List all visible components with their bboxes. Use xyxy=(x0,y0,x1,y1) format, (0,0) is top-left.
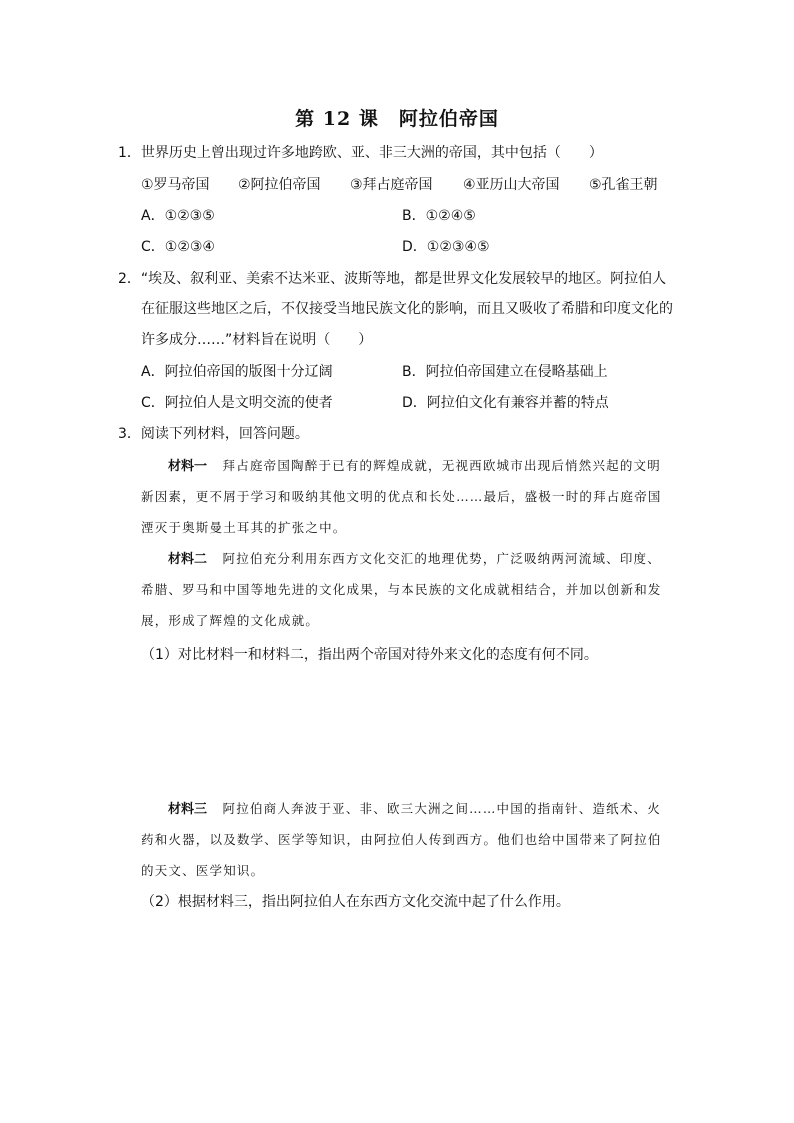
material-1-line-1: 材料一 拜占庭帝国陶醉于已有的辉煌成就，无视西欧城市出现后悄然兴起的文明 xyxy=(168,458,661,474)
q2-option-d: D．阿拉伯文化有兼容并蓄的特点 xyxy=(402,395,609,411)
material-2-line-1: 材料二 阿拉伯充分利用东西方文化交汇的地理优势，广泛吸纳两河流域、印度、 xyxy=(168,551,661,567)
material-2-line-3: 展，形成了辉煌的文化成就。 xyxy=(141,613,320,628)
q3-stem: 3．阅读下列材料，回答问题。 xyxy=(118,426,309,442)
q2-line-3: 许多成分……”材料旨在说明（ ） xyxy=(141,332,373,348)
material-2-label: 材料二 xyxy=(168,552,208,567)
q3-subquestion-1: （1）对比材料一和材料二，指出两个帝国对待外来文化的态度有何不同。 xyxy=(141,647,598,663)
material-3-line-3: 的天文、医学知识。 xyxy=(141,863,265,878)
material-3-label: 材料三 xyxy=(168,802,208,817)
q1-item-4: ④亚历山大帝国 xyxy=(463,177,560,193)
material-1-label: 材料一 xyxy=(168,459,208,474)
q1-option-c: C．①②③④ xyxy=(141,239,215,255)
material-3-line-2: 药和火器，以及数学、医学等知识，由阿拉伯人传到西方。他们也给中国带来了阿拉伯 xyxy=(141,832,662,847)
q1-item-2: ②阿拉伯帝国 xyxy=(238,177,321,193)
q2-option-a: A．阿拉伯帝国的版图十分辽阔 xyxy=(141,364,333,380)
material-1-line-2: 新因素，更不屑于学习和吸纳其他文明的优点和长处……最后，盛极一时的拜占庭帝国 xyxy=(141,489,662,504)
q1-option-b: B．①②④⑤ xyxy=(402,208,476,224)
q1-stem: 1．世界历史上曾出现过许多地跨欧、亚、非三大洲的帝国，其中包括（ ） xyxy=(118,145,603,161)
q2-line-1: 2．“埃及、叙利亚、美索不达米亚、波斯等地，都是世界文化发展较早的地区。阿拉伯人 xyxy=(118,271,667,287)
q1-option-d: D．①②③④⑤ xyxy=(402,239,490,255)
q2-option-c: C．阿拉伯人是文明交流的使者 xyxy=(141,395,333,411)
q2-line-2: 在征服这些地区之后，不仅接受当地民族文化的影响，而且又吸收了希腊和印度文化的 xyxy=(141,301,673,317)
q1-item-1: ①罗马帝国 xyxy=(141,177,210,193)
q1-item-5: ⑤孔雀王朝 xyxy=(589,177,658,193)
q2-option-b: B．阿拉伯帝国建立在侵略基础上 xyxy=(402,364,608,380)
q3-subquestion-2: （2）根据材料三，指出阿拉伯人在东西方文化交流中起了什么作用。 xyxy=(141,894,570,910)
material-2-line-2: 希腊、罗马和中国等地先进的文化成果，与本民族的文化成就相结合，并加以创新和发 xyxy=(141,582,662,597)
material-3-line-1: 材料三 阿拉伯商人奔波于亚、非、欧三大洲之间……中国的指南针、造纸术、火 xyxy=(168,801,661,817)
lesson-title: 第 12 课 阿拉伯帝国 xyxy=(295,108,499,130)
material-1-line-3: 湮灭于奥斯曼土耳其的扩张之中。 xyxy=(141,520,347,535)
q1-item-3: ③拜占庭帝国 xyxy=(350,177,433,193)
q1-option-a: A．①②③⑤ xyxy=(141,208,215,224)
